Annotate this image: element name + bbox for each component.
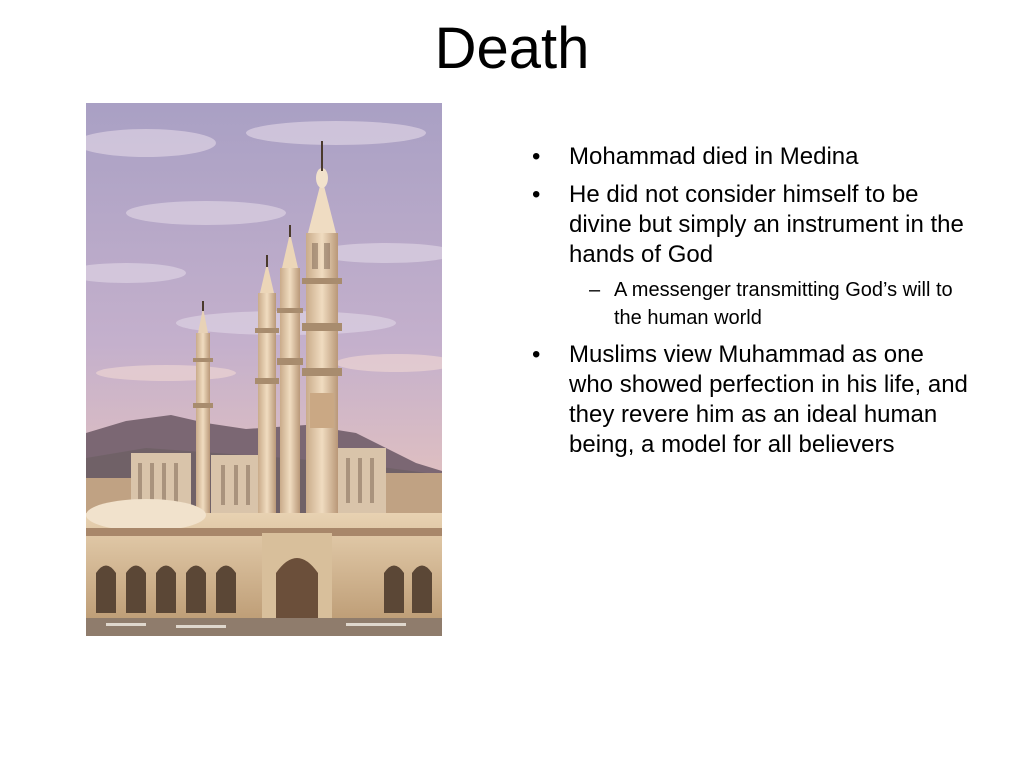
bullet-list — [532, 142, 972, 468]
sub-bullet-text: A messenger transmitting God’s will to the human world — [614, 279, 953, 329]
sub-bullet-marker: – — [589, 279, 601, 301]
bullet-marker: • — [532, 143, 541, 170]
mosque-illustration — [86, 103, 442, 636]
bullet-text: Mohammad died in Medina — [569, 143, 859, 170]
bullet-item — [532, 180, 972, 332]
mosque-photo — [86, 103, 442, 636]
slide-title: Death — [434, 16, 590, 81]
bullet-item — [532, 340, 972, 460]
bullet-marker: • — [532, 181, 541, 208]
sub-bullet-item — [569, 276, 972, 332]
bullet-item — [532, 142, 972, 172]
bullet-text: He did not consider himself to be divine but simply an instrument in the hands of God — [569, 181, 964, 268]
bullet-text: Muslims view Muhammad as one who showed perfection in his life, and they revere him as an ideal human being, a model for all believers — [569, 341, 968, 458]
sub-bullet-list — [569, 276, 972, 332]
bullet-marker: • — [532, 341, 541, 368]
